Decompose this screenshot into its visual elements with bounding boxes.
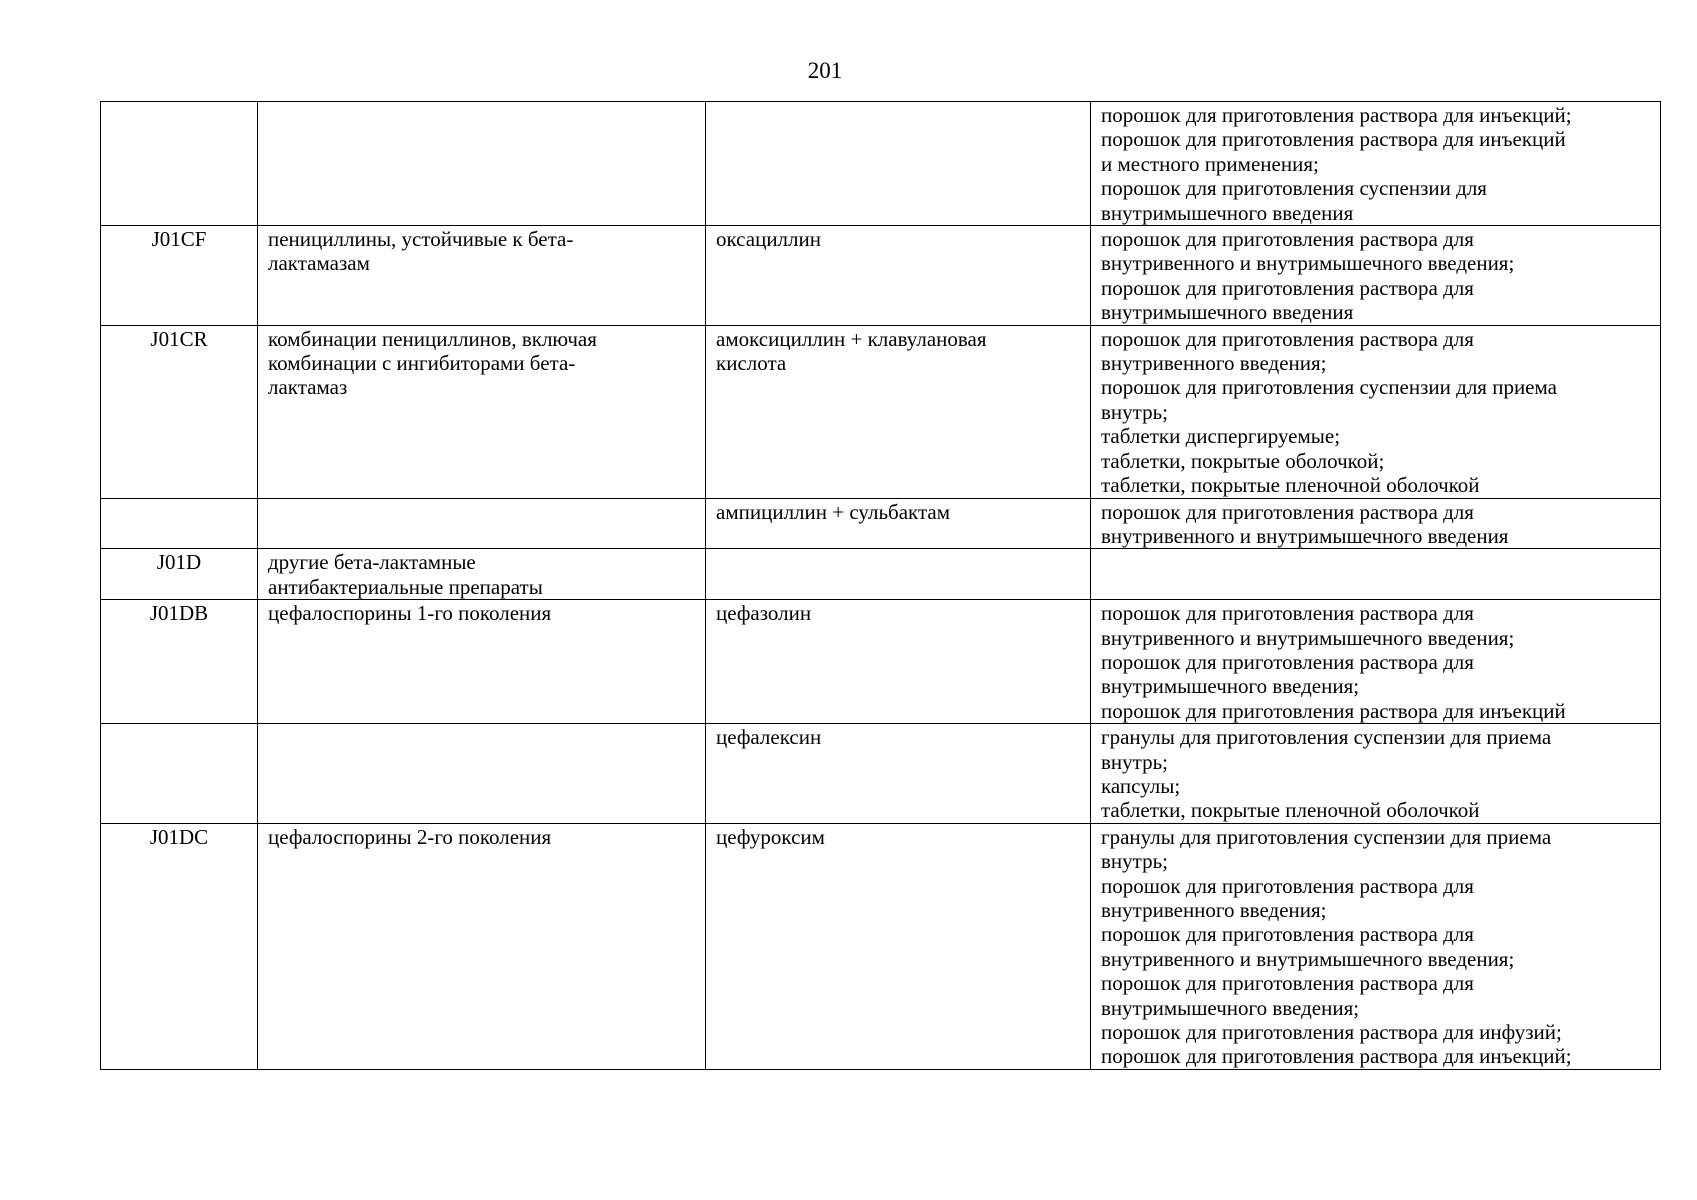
group-cell: [258, 823, 706, 1069]
forms-line: внутривенного введения;: [1101, 898, 1327, 922]
table-row: [101, 600, 1661, 724]
forms-line: таблетки диспергируемые;: [1101, 424, 1341, 449]
drug-line: цефуроксим: [716, 824, 825, 849]
atc-code: J01CF: [151, 227, 207, 252]
table-row: [101, 102, 1661, 226]
forms-line: порошок для приготовления раствора для: [1101, 499, 1474, 524]
forms-line: капсулы;: [1101, 773, 1181, 798]
drug-cell: [706, 549, 1091, 600]
table-row: [101, 724, 1661, 824]
forms-cell: [1091, 724, 1661, 824]
group-cell: [258, 325, 706, 498]
forms-line: порошок для приготовления раствора для инъекций: [1101, 698, 1566, 723]
drug-cell: [706, 226, 1091, 326]
forms-line: внутримышечного введения: [1101, 300, 1354, 325]
code-cell: [101, 549, 258, 600]
forms-line: гранулы для приготовления суспензии для приема: [1101, 725, 1552, 750]
forms-line: таблетки, покрытые оболочкой;: [1101, 448, 1385, 473]
forms-line: внутривенного и внутримышечного введения;: [1101, 625, 1515, 650]
table-row: [101, 498, 1661, 549]
drug-table: [100, 101, 1661, 1070]
forms-cell: [1091, 600, 1661, 724]
page-number: 201: [807, 58, 843, 83]
forms-line: внутримышечного введения;: [1101, 674, 1360, 699]
drug-cell: [706, 823, 1091, 1069]
forms-line: порошок для приготовления раствора для инъекций: [1101, 127, 1566, 152]
forms-line: порошок для приготовления раствора для: [1101, 873, 1474, 898]
forms-cell: [1091, 226, 1661, 326]
forms-line: порошок для приготовления раствора для: [1101, 601, 1474, 626]
forms-line: внутримышечного введения: [1101, 200, 1354, 225]
code-cell: [101, 226, 258, 326]
group-line: комбинации пенициллинов, включая: [268, 326, 597, 351]
forms-line: порошок для приготовления раствора для: [1101, 971, 1474, 996]
forms-line: внутривенного и внутримышечного введения;: [1101, 946, 1515, 971]
table-row: [101, 226, 1661, 326]
group-line: цефалоспорины 1-го поколения: [268, 601, 552, 626]
atc-code: J01DC: [149, 824, 209, 849]
code-cell: [101, 724, 258, 824]
forms-cell: [1091, 102, 1661, 226]
forms-line: внутримышечного введения;: [1101, 995, 1360, 1020]
group-cell: [258, 226, 706, 326]
group-line: цефалоспорины 2-го поколения: [268, 824, 552, 849]
forms-line: порошок для приготовления суспензии для приема: [1101, 375, 1557, 400]
table-row: [101, 325, 1661, 498]
code-cell: [101, 823, 258, 1069]
drug-cell: [706, 724, 1091, 824]
forms-line: гранулы для приготовления суспензии для приема: [1101, 824, 1552, 849]
forms-line: порошок для приготовления раствора для инфузий;: [1101, 1020, 1562, 1045]
atc-code: J01D: [156, 550, 202, 575]
group-cell: [258, 724, 706, 824]
group-line: пенициллины, устойчивые к бета-: [268, 227, 574, 252]
group-line: лактамазам: [268, 251, 370, 276]
forms-cell: [1091, 823, 1661, 1069]
drug-line: ампициллин + сульбактам: [716, 499, 950, 524]
forms-line: порошок для приготовления раствора для: [1101, 227, 1474, 252]
drug-line: цефазолин: [716, 601, 812, 626]
code-cell: [101, 102, 258, 226]
drug-line: оксациллин: [716, 227, 821, 252]
drug-cell: [706, 600, 1091, 724]
drug-cell: [706, 498, 1091, 549]
table-row: [101, 823, 1661, 1069]
forms-line: внутривенного и внутримышечного введения;: [1101, 251, 1515, 276]
forms-line: внутрь;: [1101, 749, 1168, 774]
drug-cell: [706, 325, 1091, 498]
code-cell: [101, 498, 258, 549]
code-cell: [101, 325, 258, 498]
table-body: [101, 102, 1661, 1070]
group-cell: [258, 600, 706, 724]
drug-line: цефалексин: [716, 725, 822, 750]
forms-line: порошок для приготовления раствора для: [1101, 275, 1474, 300]
forms-line: таблетки, покрытые пленочной оболочкой: [1101, 473, 1480, 498]
group-cell: [258, 498, 706, 549]
drug-line: кислота: [716, 351, 787, 376]
forms-line: порошок для приготовления раствора для инъекций;: [1101, 103, 1572, 127]
group-cell: [258, 102, 706, 226]
forms-line: внутривенного и внутримышечного введения: [1101, 523, 1509, 548]
group-line: лактамаз: [268, 375, 348, 400]
forms-line: внутрь;: [1101, 849, 1168, 874]
forms-line: порошок для приготовления раствора для: [1101, 922, 1474, 947]
forms-line: таблетки, покрытые пленочной оболочкой: [1101, 798, 1480, 823]
atc-code: J01CR: [150, 326, 208, 351]
forms-line: внутрь;: [1101, 399, 1168, 424]
forms-line: внутривенного введения;: [1101, 351, 1327, 376]
forms-cell: [1091, 325, 1661, 498]
forms-line: порошок для приготовления раствора для инъекций;: [1101, 1044, 1572, 1069]
forms-line: и местного применения;: [1101, 151, 1319, 176]
drug-line: амоксициллин + клавулановая: [716, 326, 987, 351]
group-line: антибактериальные препараты: [268, 574, 543, 599]
forms-cell: [1091, 498, 1661, 549]
group-cell: [258, 549, 706, 600]
drug-cell: [706, 102, 1091, 226]
forms-line: порошок для приготовления раствора для: [1101, 326, 1474, 351]
forms-line: порошок для приготовления раствора для: [1101, 649, 1474, 674]
forms-line: порошок для приготовления суспензии для: [1101, 176, 1487, 201]
forms-cell: [1091, 549, 1661, 600]
atc-code: J01DB: [149, 601, 209, 626]
group-line: другие бета-лактамные: [268, 550, 476, 575]
table-row: [101, 549, 1661, 600]
group-line: комбинации с ингибиторами бета-: [268, 351, 576, 376]
code-cell: [101, 600, 258, 724]
